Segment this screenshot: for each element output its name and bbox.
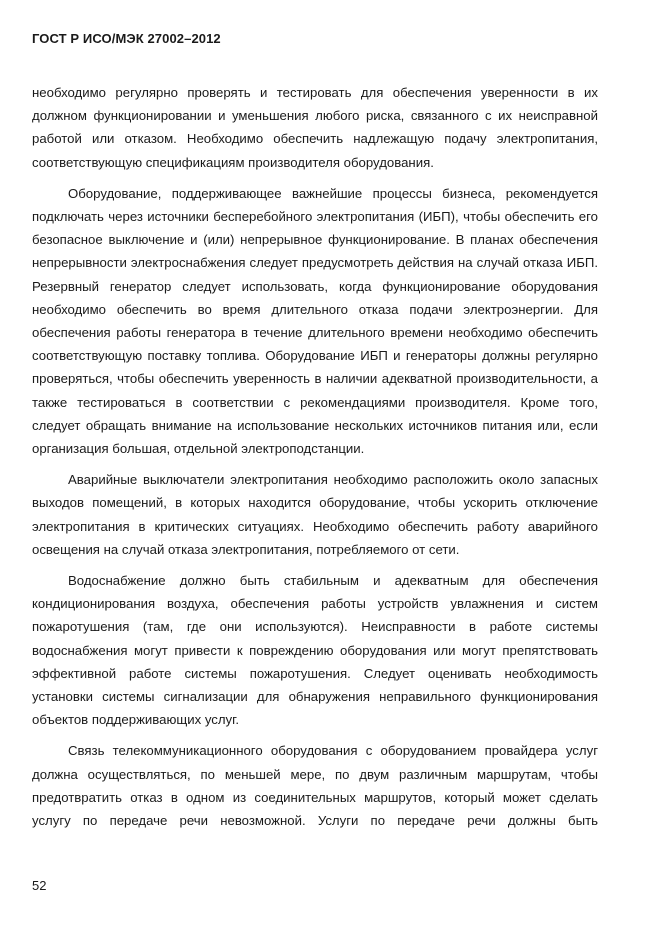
paragraph-continuation: необходимо регулярно проверять и тестировать для обеспечения уверенности в их должном функционировании и уменьшения любого риска, связанного с их неисправной работой или отказом. Необходимо обеспечить надлежащую подачу электропитания, соответствующую спецификациям производителя оборудования. — [32, 85, 598, 170]
paragraph-emergency-switches: Аварийные выключатели электропитания необходимо расположить около запасных выходов помещений, в которых находится оборудование, чтобы ускорить отключение электропитания в критических ситуациях. Необходимо обеспечить работу аварийного освещения на случай отказа электропитания, потребляемого от сети. — [32, 472, 598, 557]
document-header: ГОСТ Р ИСО/МЭК 27002–2012 — [32, 31, 221, 46]
paragraph-ups-equipment: Оборудование, поддерживающее важнейшие процессы бизнеса, рекомендуется подключать через источники бесперебойного электропитания (ИБП), чтобы обеспечить его безопасное выключение и (или) непрерывное функционирование. В планах обеспечения непрерывности электроснабжения следует предусмотреть действия на случай отказа ИБП. Резервный генератор следует использовать, когда функционирование оборудования необходимо обеспечить во время длительного отказа подачи электроэнергии. Для обеспечения работы генератора в течение длительного времени необходимо обеспечить соответствующую поставку топлива. Оборудование ИБП и генераторы должны регулярно проверяться, чтобы обеспечить уверенность в наличии адекватной производительности, а также тестироваться в соответствии с рекомендациями производителя. Кроме того, следует обращать внимание на использование нескольких источников питания или, если организация большая, отдельной электроподстанции. — [32, 185, 598, 457]
paragraph-water-supply: Водоснабжение должно быть стабильным и адекватным для обеспечения кондиционирования воздуха, обеспечения работы устройств увлажнения и систем пожаротушения (там, где они используются). Неисправности в работе системы водоснабжения могут привести к повреждению оборудования или могут препятствовать эффективной работе системы пожаротушения. Следует оценивать необходимость установки системы сигнализации для обнаружения неправильного функционирования объектов поддерживающих услуг. — [32, 573, 598, 728]
document-body — [32, 81, 598, 840]
paragraph-telecom-connection: Связь телекоммуникационного оборудования с оборудованием провайдера услуг должна осуществляться, по меньшей мере, по двум различным маршрутам, чтобы предотвратить отказ в одном из соединительных маршрутов, который может сделать услугу по передаче речи невозможной. Услуги по передаче речи должны быть — [32, 743, 598, 829]
page-number: 52 — [32, 878, 47, 893]
